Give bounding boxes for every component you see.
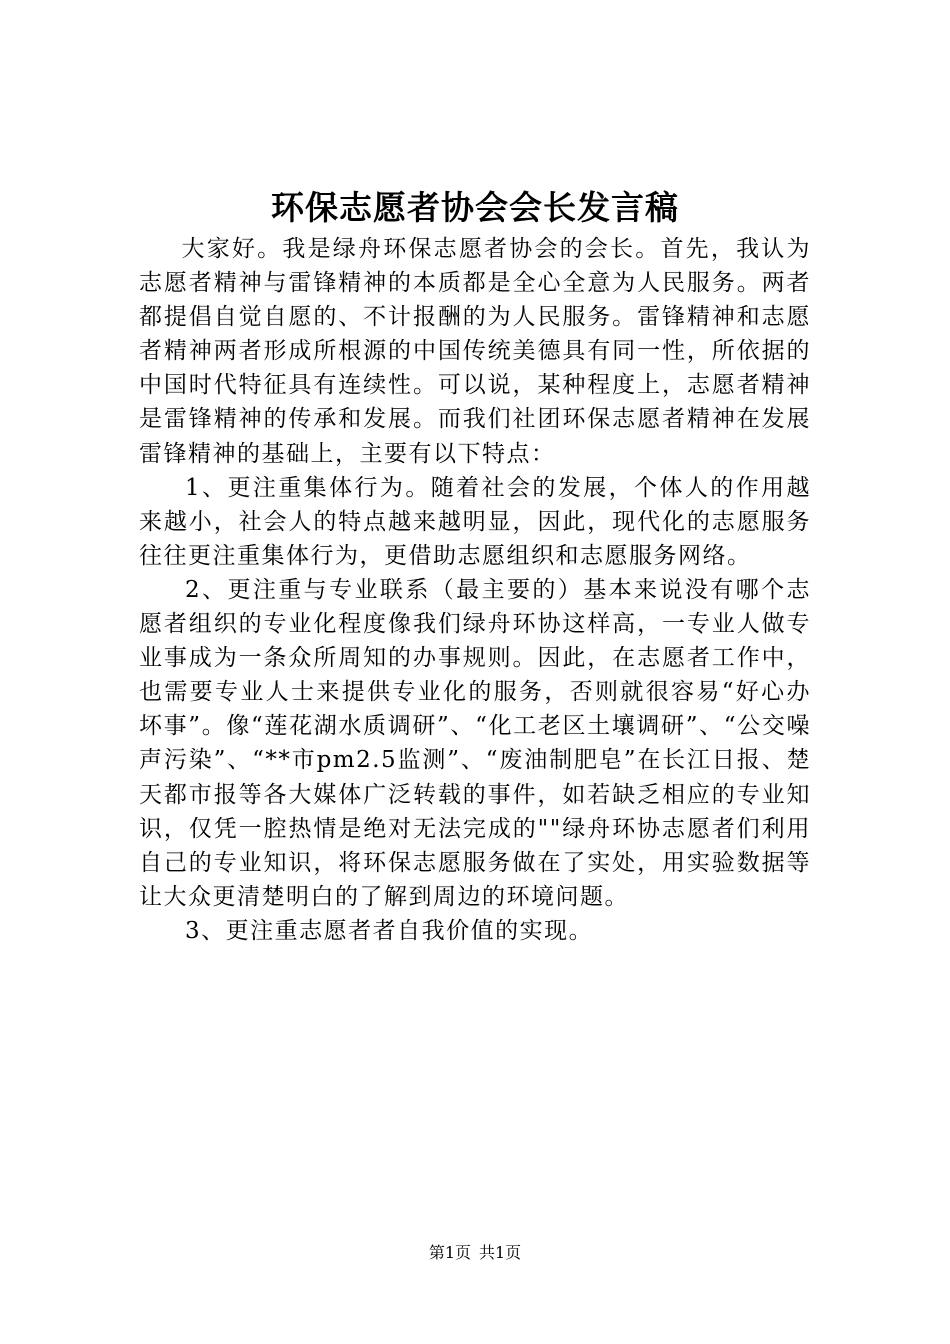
page-number: 第1页 <box>428 1243 471 1262</box>
paragraph-intro: 大家好。我是绿舟环保志愿者协会的会长。首先，我认为志愿者精神与雷锋精神的本质都是全心全意为人民服务。两者都提倡自觉自愿的、不计报酬的为人民服务。雷锋精神和志愿者精神两者形成所根源的中国传统美德具有同一性，所依据的中国时代特征具有连续性。可以说，某种程度上，志愿者精神是雷锋精神的传承和发展。而我们社团环保志愿者精神在发展雷锋精神的基础上，主要有以下特点： <box>139 236 811 467</box>
paragraph-point-3: 3、更注重志愿者者自我价值的实现。 <box>185 917 594 944</box>
document-title: 环保志愿者协会会长发言稿 <box>271 188 679 227</box>
document-body <box>139 232 811 948</box>
page-footer <box>0 1242 950 1264</box>
page-total: 共1页 <box>479 1243 522 1262</box>
paragraph-point-2: 2、更注重与专业联系（最主要的）基本来说没有哪个志愿者组织的专业化程度像我们绿舟环协这样高，一专业人做专业事成为一条众所周知的办事规则。因此，在志愿者工作中，也需要专业人士来提供专业化的服务，否则就很容易“好心办坏事”。像“莲花湖水质调研”、“化工老区土壤调研”、“公交噪声污染”、“**市pm2.5监测”、“废油制肥皂”在长江日报、楚天都市报等各大媒体广泛转载的事件，如若缺乏相应的专业知识，仅凭一腔热情是绝对无法完成的""绿舟环协志愿者们利用自己的专业知识，将环保志愿服务做在了实处，用实验数据等让大众更清楚明白的了解到周边的环境问题。 <box>139 576 811 910</box>
paragraph-point-1: 1、更注重集体行为。随着社会的发展，个体人的作用越来越小，社会人的特点越来越明显，因此，现代化的志愿服务往往更注重集体行为，更借助志愿组织和志愿服务网络。 <box>139 474 811 569</box>
